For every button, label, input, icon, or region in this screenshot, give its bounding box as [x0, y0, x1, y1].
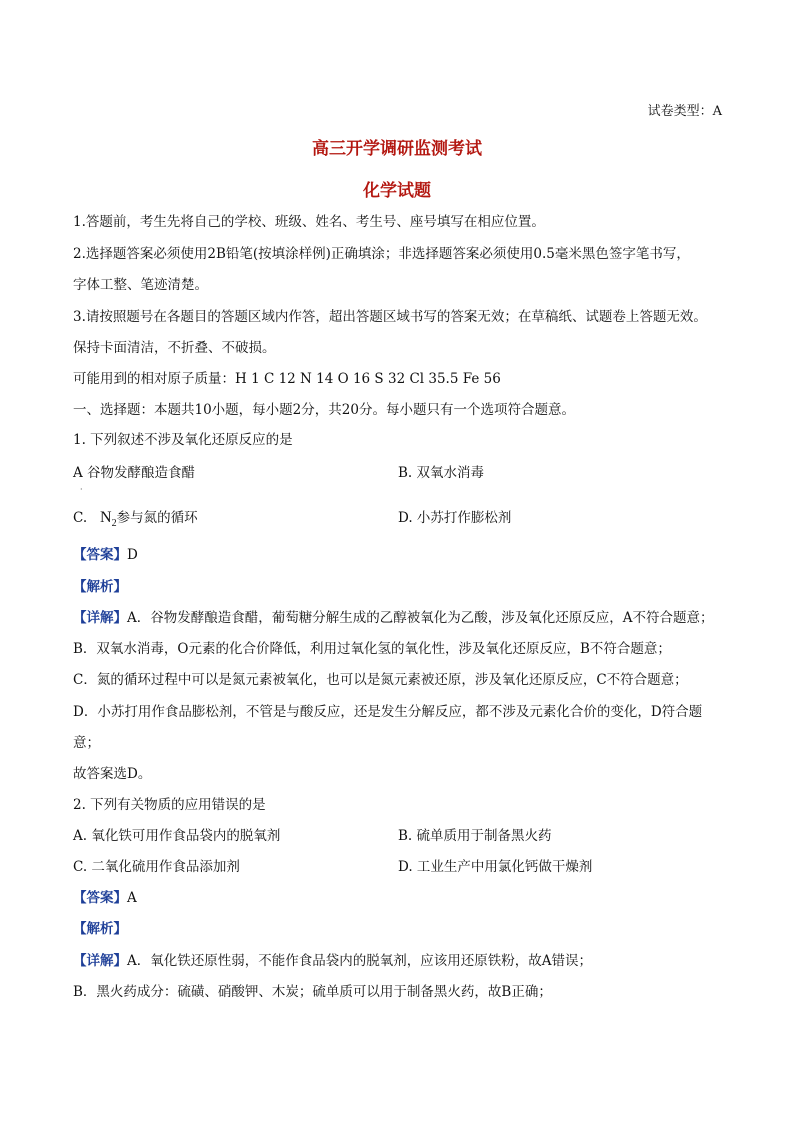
question-1-detail-line: 意；	[73, 735, 100, 751]
exam-title: 高三开学调研监测考试	[312, 139, 482, 159]
instruction-line: 保持卡面清洁，不折叠、不破损。	[73, 340, 276, 356]
question-1-detail-line: B．双氧水消毒，O元素的化合价降低，利用过氧化氢的氧化性，涉及氧化还原反应，B不符合题意；	[73, 641, 671, 657]
question-1-detail-line: C．氮的循环过程中可以是氮元素被氧化，也可以是氮元素被还原，涉及氧化还原反应，C不符合题意；	[73, 672, 688, 688]
question-2-option-c: C. 二氧化硫用作食品添加剂	[73, 859, 240, 875]
question-2-option-a: A. 氧化铁可用作食品袋内的脱氧剂	[73, 828, 281, 844]
question-1-option-b: B. 双氧水消毒	[398, 465, 485, 481]
question-2-option-b: B. 硫单质用于制备黑火药	[398, 828, 552, 844]
question-1-answer	[73, 546, 138, 564]
instruction-line: 3.请按照题号在各题目的答题区域内作答，超出答题区域书写的答案无效；在草稿纸、试题卷上答题无效。	[73, 309, 707, 325]
question-2-detail-line: 【详解】A．氧化铁还原性弱，不能作食品袋内的脱氧剂，应该用还原铁粉，故A错误；	[73, 953, 592, 969]
stray-dot: ·	[80, 485, 83, 494]
atomic-masses: 可能用到的相对原子质量：H 1 C 12 N 14 O 16 S 32 Cl 35.5 Fe 56	[73, 371, 501, 387]
answer-label: 【答案】	[73, 547, 127, 563]
paper-type-label: 试卷类型：A	[647, 104, 722, 119]
question-1-option-d: D. 小苏打作膨松剂	[398, 510, 512, 526]
instruction-line: 2.选择题答案必须使用2B铅笔(按填涂样例)正确填涂；非选择题答案必须使用0.5毫米黑色签字笔书写，	[73, 246, 690, 262]
answer-value: D	[127, 547, 138, 563]
section-heading: 一、选择题：本题共10小题，每小题2分，共20分。每小题只有一个选项符合题意。	[73, 402, 575, 418]
question-1-detail-line: 【详解】A．谷物发酵酿造食醋，葡萄糖分解生成的乙醇被氧化为乙酸，涉及氧化还原反应，A不符合题意；	[73, 610, 714, 626]
detail-label: 【详解】	[73, 610, 127, 626]
instruction-line: 字体工整、笔迹清楚。	[73, 277, 208, 293]
answer-value: A	[127, 890, 137, 906]
question-2-stem: 2. 下列有关物质的应用错误的是	[73, 797, 266, 813]
question-2-answer	[73, 889, 137, 907]
detail-label: 【详解】	[73, 953, 127, 969]
question-1-detail-line: D．小苏打用作食品膨松剂，不管是与酸反应，还是发生分解反应，都不涉及元素化合价的变化，D符合题	[73, 704, 703, 720]
question-1-analysis-label: 【解析】	[73, 579, 127, 595]
question-1-detail-line: 故答案选D。	[73, 766, 152, 782]
exam-subtitle: 化学试题	[363, 181, 431, 201]
question-1-stem: 1. 下列叙述不涉及氧化还原反应的是	[73, 432, 293, 448]
answer-label: 【答案】	[73, 890, 127, 906]
question-2-detail-line: B．黑火药成分：硫磺、硝酸钾、木炭；硫单质可以用于制备黑火药，故B正确；	[73, 984, 552, 1000]
question-1-option-a: A 谷物发酵酿造食醋	[73, 465, 196, 481]
question-1-option-c: C. $N_2$参与氮的循环	[73, 509, 198, 530]
n2-formula: $N_2$	[100, 509, 117, 530]
question-2-analysis-label: 【解析】	[73, 921, 127, 937]
instruction-line: 1.答题前，考生先将自己的学校、班级、姓名、考生号、座号填写在相应位置。	[73, 214, 545, 230]
question-2-option-d: D. 工业生产中用氯化钙做干燥剂	[398, 859, 593, 875]
